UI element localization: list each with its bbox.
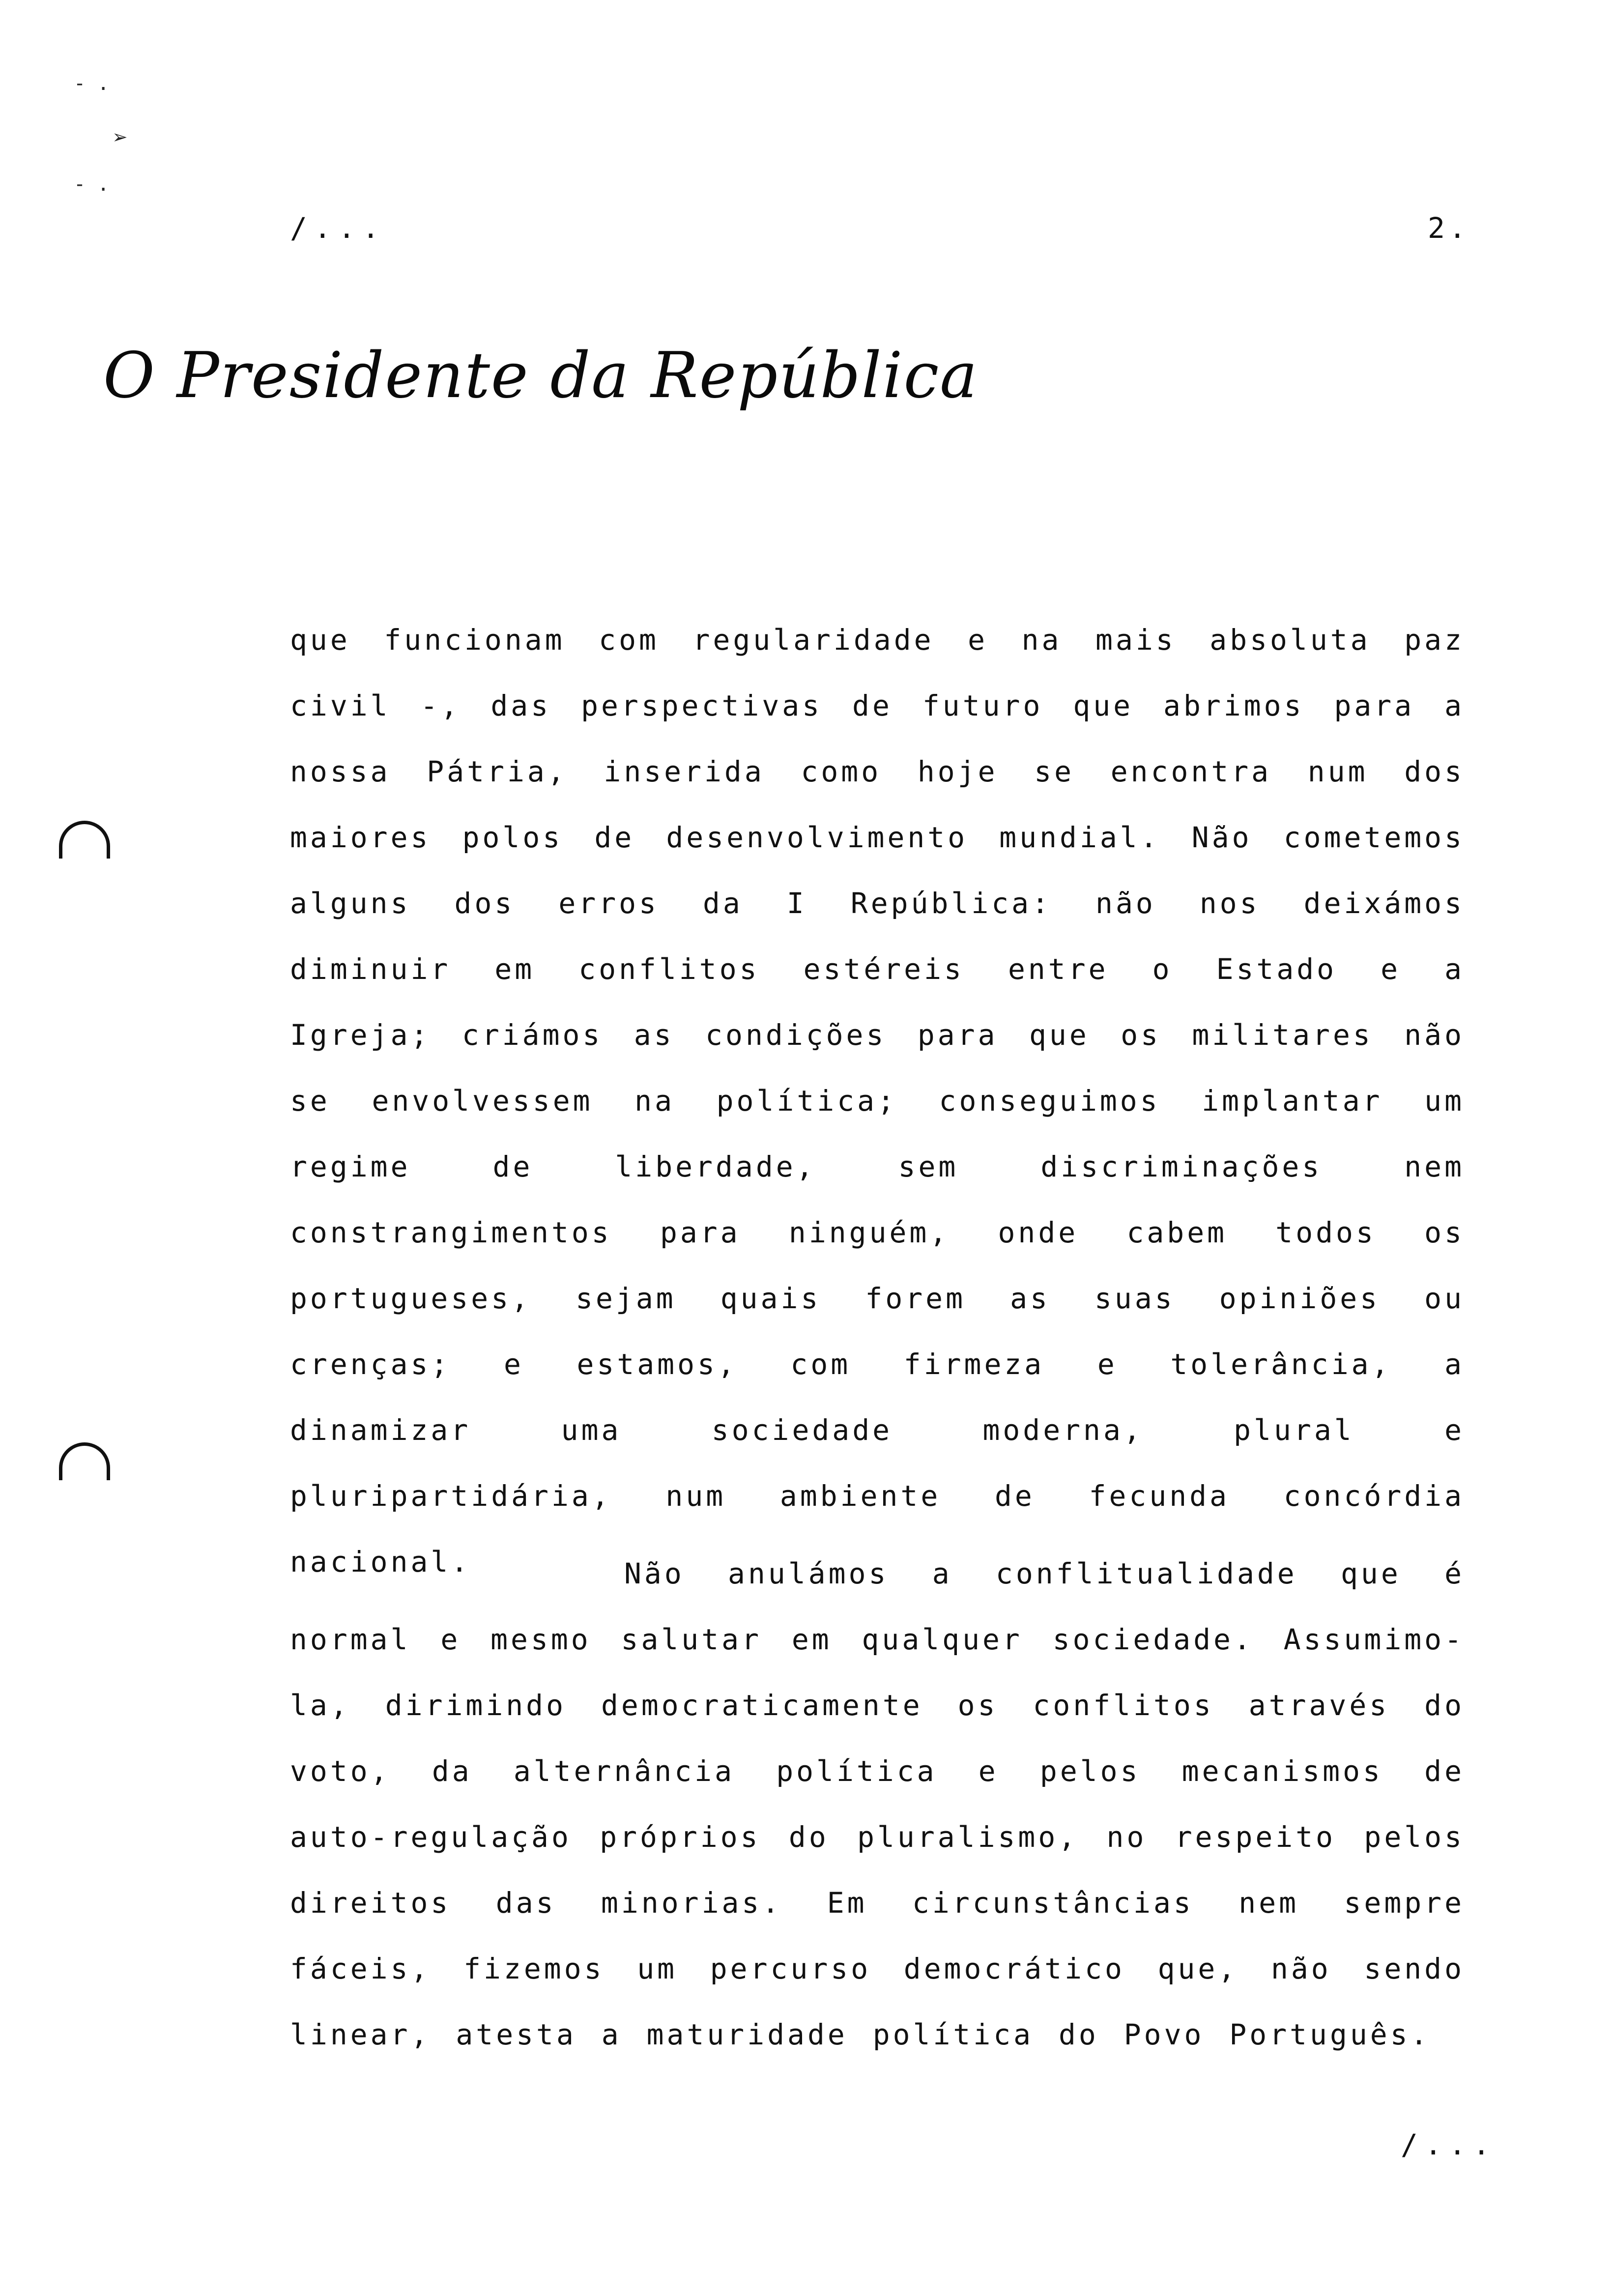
punch-hole-mark <box>59 1442 110 1480</box>
punch-hole-mark <box>59 821 110 859</box>
body-paragraph-2: Não anulámos a conflitualidade que é normal e mesmo salutar em qualquer sociedade. Assumimo-la, dirimindo democraticamente os conflitos através do voto, da alternância política e pelos mecanismos de auto-regulação próprios do pluralismo, no respeito pelos direitos das minorias. Em circunstâncias nem sempre fáceis, fizemos um percurso democrático que, não sendo linear, atesta a maturidade política do Povo Português. <box>290 1557 1465 2051</box>
body-paragraph-1: que funcionam com regularidade e na mais absoluta paz civil -, das perspectivas de futuro que abrimos para a nossa Pátria, inserida como hoje se encontra num dos maiores polos de desenvolvimento mundial. Não cometemos alguns dos erros da I República: não nos deixámos diminuir em conflitos estéreis entre o Estado e a Igreja; criámos as condições para que os militares não se envolvessem na política; conseguimos implantar um regime de liberdade, sem discriminações nem constrangimentos para ninguém, onde cabem todos os portugueses, sejam quais forem as suas opiniões ou crenças; e estamos, com firmeza e tolerância, a dinamizar uma sociedade moderna, plural e pluripartidária, num ambiente de fecunda concórdia nacional. <box>290 623 1465 1578</box>
margin-mark: - . <box>74 72 110 95</box>
page-number: 2. <box>1428 211 1470 245</box>
continuation-marker-top: /... <box>290 211 386 245</box>
margin-arrow-mark: ➢ <box>113 123 128 152</box>
letterhead-title: O Presidente da República <box>103 339 979 412</box>
margin-mark: - . <box>74 173 110 196</box>
continuation-marker-bottom: /... <box>1401 2128 1497 2161</box>
